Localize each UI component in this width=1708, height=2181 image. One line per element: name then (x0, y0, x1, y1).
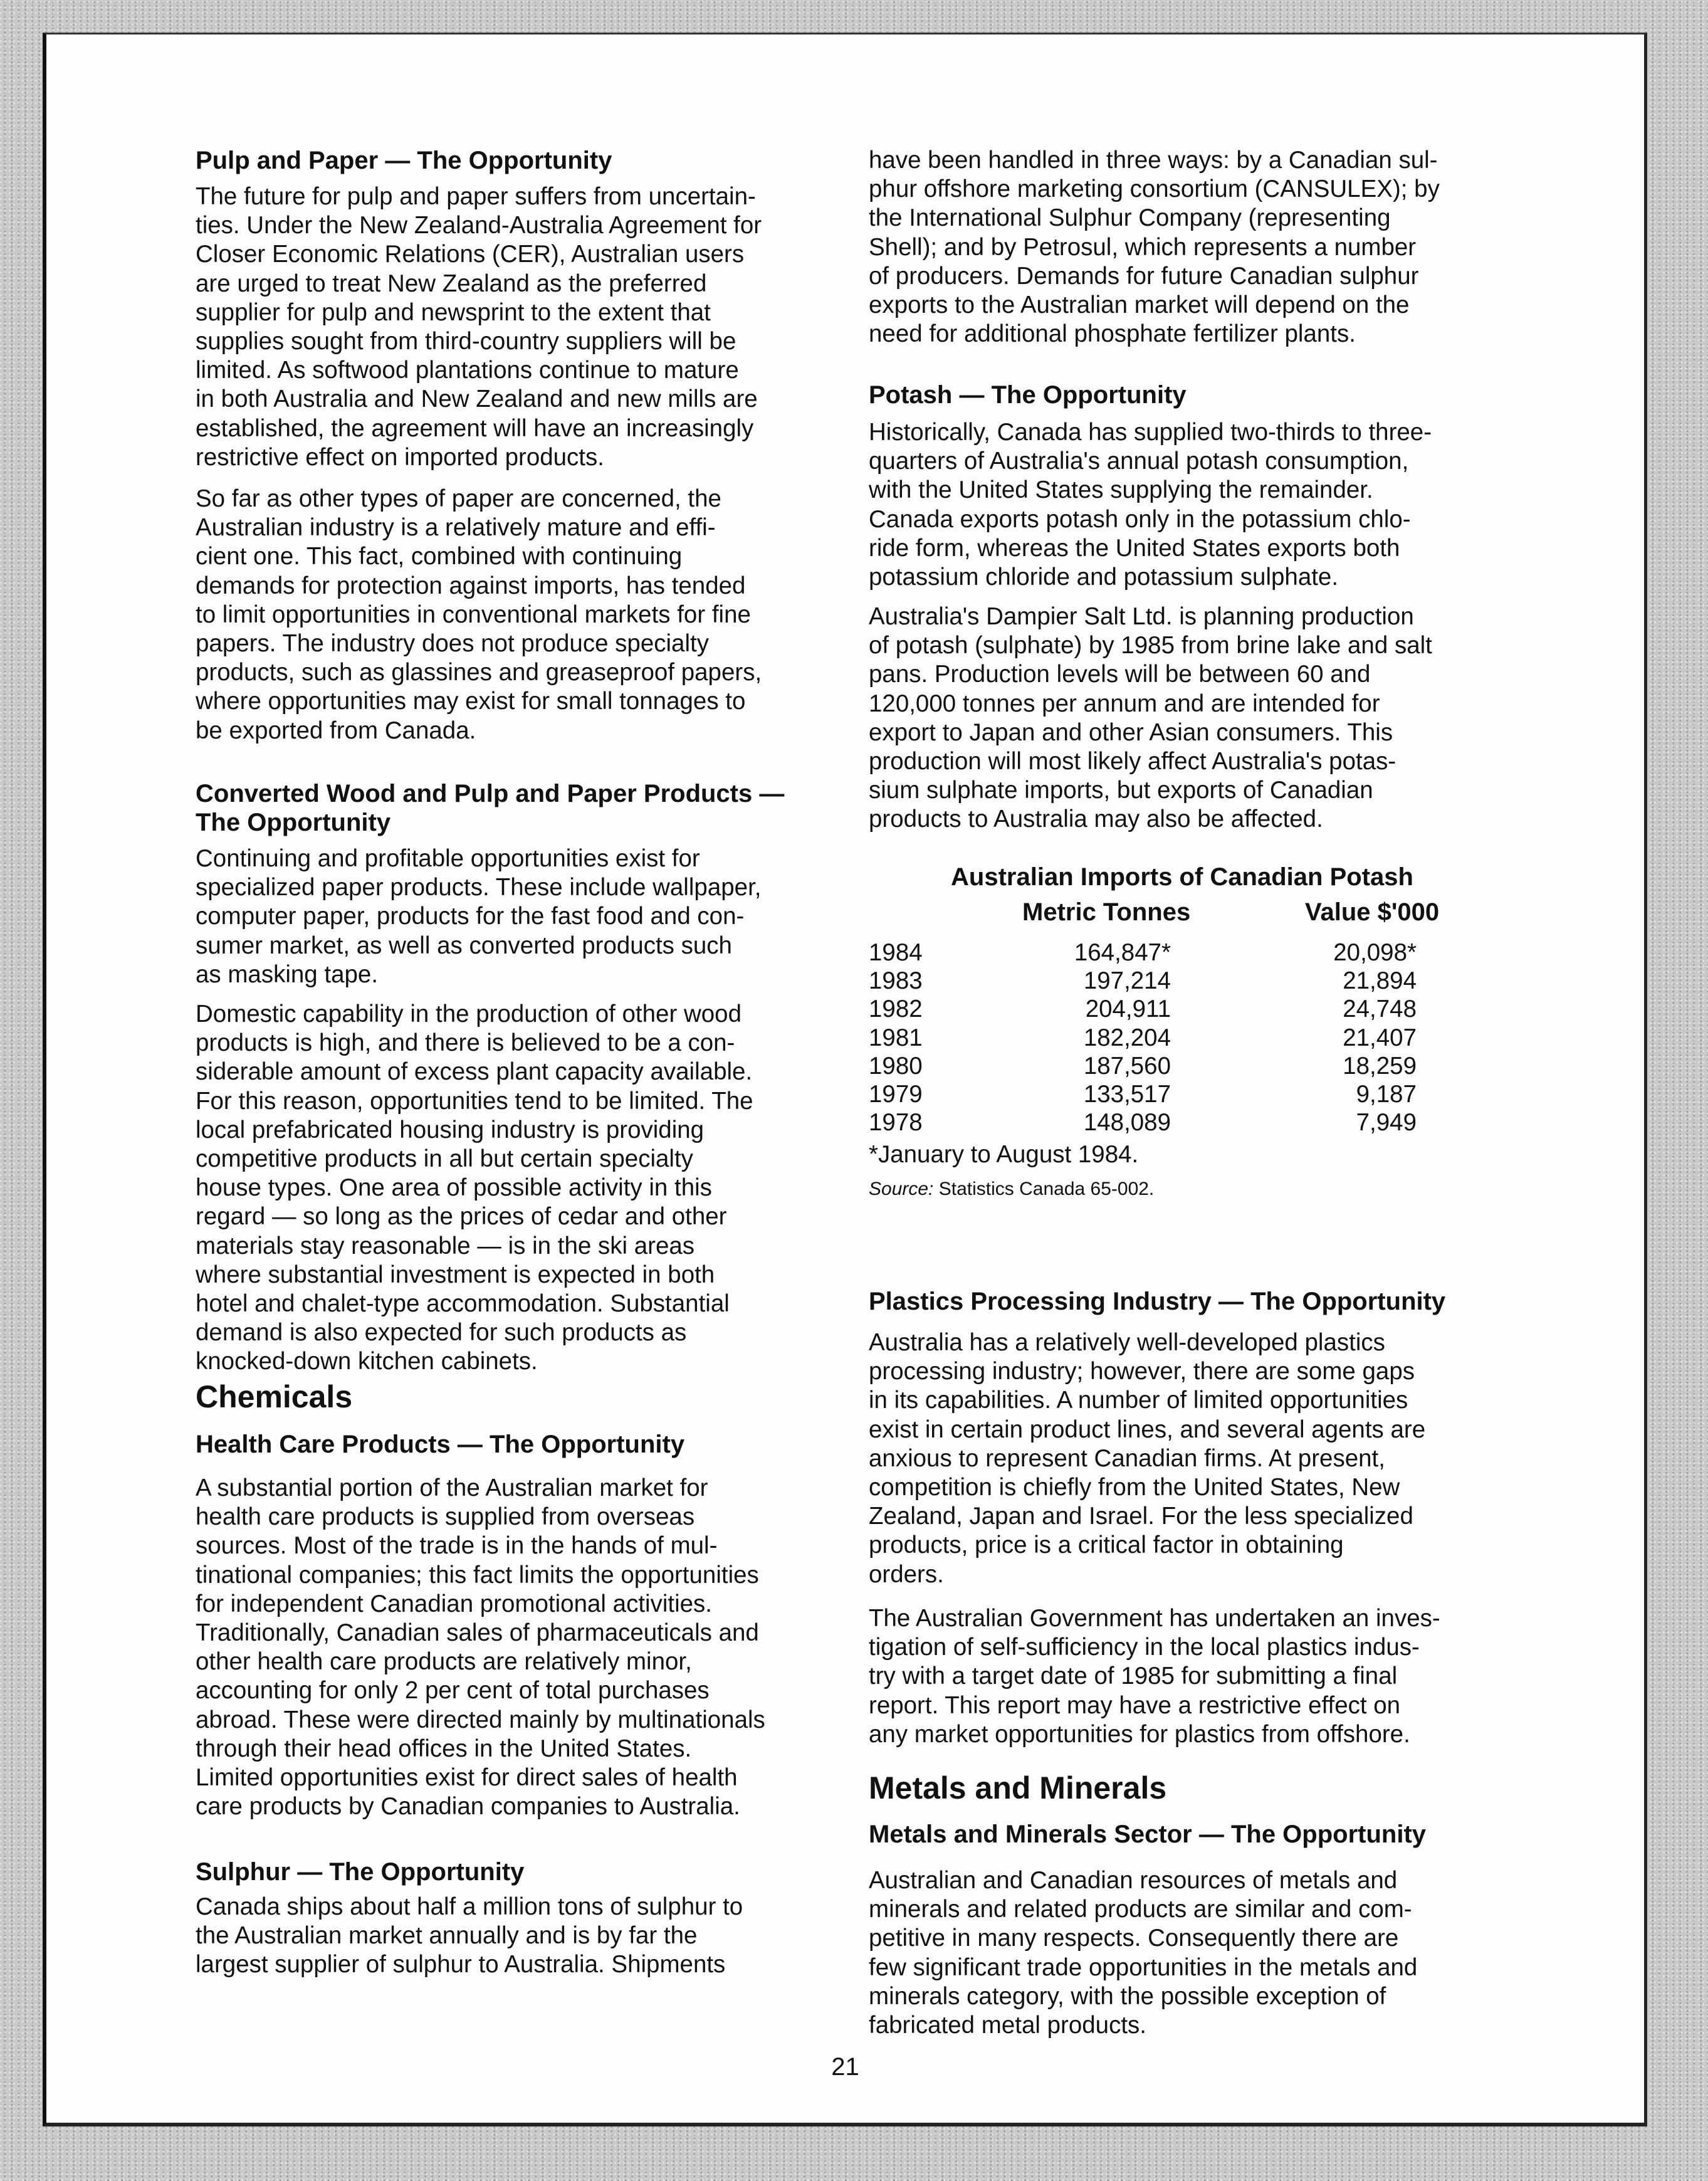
text-line: other health care products are relatively minor, (196, 1648, 692, 1676)
text-line: the International Sulphur Company (representing (869, 204, 1391, 232)
table-row (869, 1080, 1558, 1108)
year-cell: 1982 (869, 996, 923, 1023)
year-cell: 1980 (869, 1052, 923, 1080)
text-line: accounting for only 2 per cent of total purchases (196, 1677, 710, 1705)
text-line: house types. One area of possible activity in this (196, 1174, 712, 1202)
text-line: A substantial portion of the Australian market for (196, 1474, 708, 1501)
text-line: hotel and chalet-type accommodation. Substantial (196, 1290, 730, 1318)
text-line: anxious to represent Canadian firms. At present, (869, 1444, 1385, 1472)
tonnes-cell: 187,560 (1083, 1052, 1171, 1080)
year-cell: 1984 (869, 939, 923, 966)
text-line: Limited opportunities exist for direct sales of health (196, 1764, 738, 1792)
text-line: specialized paper products. These include wallpaper, (196, 874, 762, 901)
value-cell: 21,894 (1343, 967, 1417, 995)
year-cell: 1978 (869, 1109, 923, 1137)
metals-paragraph-1 (869, 1866, 1558, 2040)
text-line: production will most likely affect Australia's potas- (869, 748, 1396, 775)
text-line: restrictive effect on imported products. (196, 443, 604, 471)
text-line: minerals category, with the possible exception of (869, 1982, 1386, 2010)
text-line: in its capabilities. A number of limited opportunities (869, 1387, 1408, 1414)
text-line: Continuing and profitable opportunities exist for (196, 845, 700, 872)
text-line: few significant trade opportunities in the metals and (869, 1953, 1418, 1981)
source-text: Statistics Canada 65-002. (938, 1179, 1155, 1200)
text-line: Australian industry is a relatively mature and effi- (196, 514, 716, 542)
tonnes-cell: 182,204 (1083, 1024, 1171, 1051)
text-line: phur offshore marketing consortium (CANSULEX); by (869, 176, 1440, 203)
text-line: competitive products in all but certain specialty (196, 1145, 693, 1173)
text-line: Shell); and by Petrosul, which represents a number (869, 233, 1417, 261)
metals-heading: Metals and Minerals (869, 1770, 1167, 1805)
converted-heading (196, 779, 891, 837)
text-line: quarters of Australia's annual potash consumption, (869, 448, 1409, 475)
text-line: siderable amount of excess plant capacity available. (196, 1058, 753, 1086)
source-label: Source: (869, 1179, 934, 1200)
text-line: largest supplier of sulphur to Australia. Shipments (196, 1951, 726, 1979)
text-line: tigation of self-sufficiency in the local plastics indus- (869, 1634, 1420, 1661)
text-line: Converted Wood and Pulp and Paper Products — (196, 780, 785, 807)
text-line: health care products is supplied from overseas (196, 1503, 695, 1531)
potash-paragraph-2 (869, 602, 1558, 834)
table-body (869, 938, 1558, 1137)
text-line: where opportunities may exist for small tonnages to (196, 688, 746, 715)
potash-paragraph-1 (869, 418, 1558, 592)
text-line: minerals and related products are similar and com- (869, 1896, 1412, 1923)
chemicals-heading: Chemicals (196, 1379, 353, 1414)
potash-heading: Potash — The Opportunity (869, 381, 1187, 409)
tonnes-cell: 164,847* (1074, 939, 1171, 966)
plastics-heading: Plastics Processing Industry — The Opportunity (869, 1288, 1446, 1315)
text-line: products, such as glassines and greaseproof papers, (196, 659, 762, 686)
text-line: sumer market, as well as converted products such (196, 932, 732, 959)
text-line: care products by Canadian companies to Australia. (196, 1793, 740, 1821)
text-line: orders. (869, 1560, 944, 1588)
text-line: for independent Canadian promotional activities. (196, 1590, 712, 1617)
text-line: Canada exports potash only in the potassium chlo- (869, 505, 1411, 533)
value-cell: 7,949 (1356, 1109, 1417, 1137)
text-line: The Australian Government has undertaken an inves- (869, 1605, 1440, 1632)
text-line: established, the agreement will have an increasingly (196, 414, 754, 442)
value-cell: 18,259 (1343, 1052, 1417, 1080)
text-line: have been handled in three ways: by a Canadian sul- (869, 147, 1438, 174)
pulp-paragraph-1 (196, 182, 891, 472)
health-paragraph-1 (196, 1474, 891, 1821)
column-header-tonnes: Metric Tonnes (1022, 898, 1191, 926)
sulphur-paragraph-1 (196, 1893, 891, 1980)
text-line: the Australian market annually and is by far the (196, 1922, 698, 1950)
metals-sector-heading: Metals and Minerals Sector — The Opportunity (869, 1821, 1427, 1848)
text-line: processing industry; however, there are some gaps (869, 1358, 1415, 1385)
table-row (869, 995, 1558, 1023)
text-line: exports to the Australian market will depend on the (869, 292, 1410, 319)
text-line: of potash (sulphate) by 1985 from brine lake and salt (869, 632, 1432, 660)
sulphur-continued (869, 146, 1558, 349)
text-line: Australian and Canadian resources of metals and (869, 1867, 1398, 1894)
value-cell: 9,187 (1356, 1080, 1417, 1108)
text-line: Canada ships about half a million tons of sulphur to (196, 1893, 743, 1920)
text-line: in both Australia and New Zealand and new mills are (196, 386, 758, 413)
tonnes-cell: 133,517 (1083, 1080, 1171, 1108)
sulphur-heading: Sulphur — The Opportunity (196, 1858, 525, 1886)
text-line: regard — so long as the prices of cedar and other (196, 1203, 727, 1231)
text-line: materials stay reasonable — is in the ski areas (196, 1232, 695, 1259)
text-line: For this reason, opportunities tend to be limited. The (196, 1087, 753, 1115)
text-line: as masking tape. (196, 960, 379, 988)
page-number: 21 (831, 2053, 859, 2081)
text-line: sources. Most of the trade is in the hands of mul- (196, 1532, 718, 1560)
text-line: of producers. Demands for future Canadian sulphur (869, 262, 1419, 290)
text-line: ride form, whereas the United States exports both (869, 534, 1400, 562)
text-line: are urged to treat New Zealand as the preferred (196, 270, 707, 297)
table-row (869, 938, 1558, 967)
text-line: cient one. This fact, combined with continuing (196, 543, 683, 570)
converted-paragraph-2 (196, 1000, 891, 1377)
text-line: Domestic capability in the production of other wood (196, 1001, 742, 1027)
pulp-section (196, 146, 891, 175)
text-line: pans. Production levels will be between 60 and (869, 661, 1371, 688)
text-line: report. This report may have a restrictive effect on (869, 1691, 1401, 1719)
potash-table (869, 862, 1558, 1202)
value-cell: 24,748 (1343, 996, 1417, 1023)
text-line: Australia has a relatively well-developed plastics (869, 1329, 1385, 1356)
converted-paragraph-1 (196, 844, 891, 989)
text-line: Historically, Canada has supplied two-thirds to three- (869, 419, 1432, 446)
table-source (869, 1177, 1558, 1202)
text-line: petitive in many respects. Consequently there are (869, 1925, 1399, 1952)
text-line: ties. Under the New Zealand-Australia Agreement for (196, 212, 762, 239)
text-line: with the United States supplying the remainder. (869, 476, 1373, 504)
text-line: export to Japan and other Asian consumers. This (869, 718, 1393, 746)
value-cell: 20,098* (1333, 939, 1417, 966)
text-line: potassium chloride and potassium sulphate. (869, 564, 1339, 591)
text-line: demands for protection against imports, has tended (196, 572, 746, 599)
text-line: local prefabricated housing industry is providing (196, 1116, 705, 1143)
text-line: try with a target date of 1985 for submitting a final (869, 1663, 1398, 1690)
text-line: The future for pulp and paper suffers from uncertain- (196, 183, 756, 210)
text-line: products, price is a critical factor in obtaining (869, 1532, 1344, 1559)
text-line: tinational companies; this fact limits the opportunities (196, 1561, 759, 1589)
year-cell: 1983 (869, 967, 923, 995)
text-line: products to Australia may also be affected. (869, 806, 1323, 833)
text-line: The Opportunity (196, 809, 391, 836)
tonnes-cell: 204,911 (1085, 996, 1171, 1023)
text-line: need for additional phosphate fertilizer plants. (869, 320, 1356, 348)
tonnes-cell: 148,089 (1083, 1109, 1171, 1137)
text-line: through their head offices in the United States. (196, 1735, 692, 1762)
text-line: exist in certain product lines, and several agents are (869, 1416, 1426, 1443)
text-line: papers. The industry does not produce specialty (196, 630, 709, 658)
text-line: any market opportunities for plastics from offshore. (869, 1720, 1410, 1748)
year-cell: 1979 (869, 1080, 923, 1108)
text-line: sium sulphate imports, but exports of Canadian (869, 777, 1373, 804)
table-row (869, 1024, 1558, 1052)
tonnes-cell: 197,214 (1083, 967, 1171, 995)
plastics-paragraph-2 (869, 1604, 1558, 1749)
table-row (869, 1052, 1558, 1080)
text-line: knocked-down kitchen cabinets. (196, 1348, 538, 1375)
text-line: be exported from Canada. (196, 717, 476, 744)
text-line: fabricated metal products. (869, 2012, 1146, 2039)
column-header-value: Value $'000 (1305, 898, 1440, 926)
table-title: Australian Imports of Canadian Potash (951, 863, 1413, 891)
text-line: competition is chiefly from the United States, New (869, 1474, 1400, 1501)
text-line: Australia's Dampier Salt Ltd. is planning production (869, 603, 1414, 630)
text-line: So far as other types of paper are concerned, the (196, 485, 721, 512)
table-row (869, 1108, 1558, 1137)
value-cell: 21,407 (1343, 1024, 1417, 1051)
pulp-paragraph-2 (196, 485, 891, 745)
table-footnote: *January to August 1984. (869, 1141, 1139, 1169)
text-line: supplier for pulp and newsprint to the extent that (196, 298, 711, 326)
text-line: demand is also expected for such products as (196, 1319, 687, 1347)
text-line: Zealand, Japan and Israel. For the less specialized (869, 1503, 1413, 1530)
health-heading: Health Care Products — The Opportunity (196, 1431, 685, 1458)
table-row (869, 967, 1558, 995)
text-line: products is high, and there is believed to be a con- (196, 1029, 735, 1057)
text-line: abroad. These were directed mainly by multinationals (196, 1706, 765, 1733)
text-line: 120,000 tonnes per annum and are intended for (869, 690, 1380, 717)
year-cell: 1981 (869, 1024, 923, 1051)
document-page (43, 33, 1647, 2126)
text-line: limited. As softwood plantations continue to mature (196, 357, 739, 384)
text-line: to limit opportunities in conventional markets for fine (196, 601, 751, 628)
text-line: supplies sought from third-country suppliers will be (196, 328, 736, 355)
text-line: where substantial investment is expected in both (196, 1261, 715, 1288)
plastics-paragraph-1 (869, 1328, 1558, 1589)
table-header (869, 892, 1558, 927)
text-line: Traditionally, Canadian sales of pharmaceuticals and (196, 1619, 759, 1647)
text-line: computer paper, products for the fast food and con- (196, 903, 745, 930)
pulp-heading: Pulp and Paper — The Opportunity (196, 147, 612, 174)
text-line: Closer Economic Relations (CER), Australian users (196, 241, 745, 268)
